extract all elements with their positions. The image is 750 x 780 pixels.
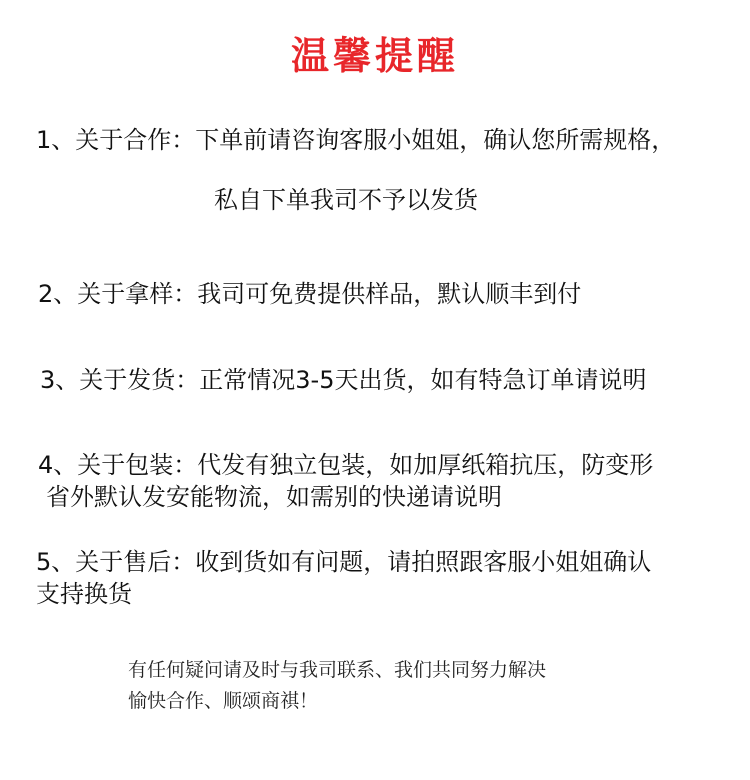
notice-item-1-line-2: 私自下单我司不予以发货 bbox=[214, 186, 478, 214]
notice-item-5-line-1: 5、关于售后：收到货如有问题，请拍照跟客服小姐姐确认 bbox=[36, 548, 652, 576]
footer-line-1: 有任何疑问请及时与我司联系、我们共同努力解决 bbox=[128, 659, 547, 681]
page-title: 温馨提醒 bbox=[290, 33, 459, 78]
notice-item-4-line-2: 省外默认发安能物流，如需别的快递请说明 bbox=[46, 483, 502, 511]
notice-item-2-line-1: 2、关于拿样：我司可免费提供样品，默认顺丰到付 bbox=[38, 280, 582, 308]
footer-line-2: 愉快合作、顺颂商祺！ bbox=[128, 690, 319, 712]
notice-item-5-line-2: 支持换货 bbox=[36, 580, 132, 608]
notice-item-1-line-1: 1、关于合作：下单前请咨询客服小姐姐，确认您所需规格， bbox=[36, 126, 676, 154]
notice-item-4-line-1: 4、关于包装：代发有独立包装，如加厚纸箱抗压，防变形 bbox=[38, 451, 654, 479]
notice-item-3-line-1: 3、关于发货：正常情况3-5天出货，如有特急订单请说明 bbox=[40, 366, 647, 394]
